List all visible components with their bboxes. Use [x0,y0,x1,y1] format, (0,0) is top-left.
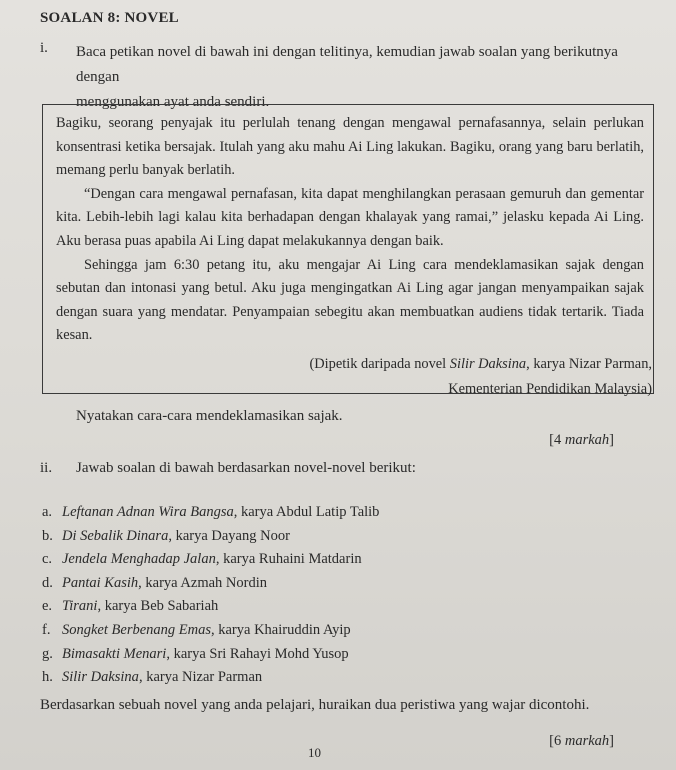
novel-item: e. Tirani, karya Beb Sabariah [42,598,219,615]
question-2-instruction: Jawab soalan di bawah berdasarkan novel-novel berikut: [76,460,416,476]
novel-title: Silir Daksina [62,669,139,686]
novel-title: Tirani [62,598,98,615]
novel-author: , karya Azmah Nordin [138,574,267,591]
passage-paragraph-1: Bagiku, seorang penyajak itu perlulah tenang dengan mengawal pernafasannya, selain perlukan konsentrasi ketika bersajak. Itulah yang aku mahu Ai Ling lakukan. Bagiku, orang yang baru berlatih, memang perlu banyak berlatih. [56,115,644,179]
novel-item: g. Bimasakti Menari, karya Sri Rahayi Mohd Yusop [42,645,349,662]
question-1-marks: [4 markah] [549,432,614,448]
novel-title: Jendela Menghadap Jalan [62,551,216,568]
novel-item: h. Silir Daksina, karya Nizar Parman [42,669,263,686]
novel-author: , karya Sri Rahayi Mohd Yusop [166,645,349,662]
novel-title: Di Sebalik Dinara [62,527,169,544]
question-1-instruction-line1: Baca petikan novel di bawah ini dengan telitinya, kemudian jawab soalan yang berikutnya dengan [76,44,618,85]
page-number: 10 [308,745,321,760]
passage-paragraph-3: Sehingga jam 6:30 petang itu, aku mengajar Ai Ling cara mendeklamasikan sajak dengan sebutan dan intonasi yang betul. Aku juga mengingatkan Ai Ling agar jangan menyampaikan sajak dengan suara yang mendatar. Penyampaian sebegitu akan membuatkan audiens tidak tertarik. Tiada kesan. [56,256,644,344]
source-prefix: (Dipetik daripada novel [309,356,450,372]
passage-paragraph-2: “Dengan cara mengawal pernafasan, kita dapat menghilangkan perasaan gemuruh dan gementar kita. Lebih-lebih lagi kalau kita berhadapan dengan khalayak yang ramai,” jelasku kepada Ai Ling. Aku berasa puas apabila Ai Ling dapat melakukannya dengan baik. [56,185,644,249]
novel-author: , karya Ruhaini Matdarin [215,551,362,568]
source-line-1 [310,352,653,377]
passage-source [310,352,653,402]
question-1-number: i. [40,40,48,56]
novel-author: , karya Abdul Latip Talib [233,504,380,520]
novel-title: Songket Berbenang Emas [62,621,211,638]
novel-item: d. Pantai Kasih, karya Azmah Nordin [42,574,267,591]
novel-item: b. Di Sebalik Dinara, karya Dayang Noor [42,527,290,544]
novel-title: Pantai Kasih [62,574,139,591]
novel-item: c. Jendela Menghadap Jalan, karya Ruhaini Matdarin [42,551,362,568]
novel-title: Leftanan Adnan Wira Bangsa [62,504,234,520]
novel-item: a. Leftanan Adnan Wira Bangsa, karya Abdul Latip Talib [42,504,380,520]
novel-title: Bimasakti Menari [62,645,167,662]
section-title: SOALAN 8: NOVEL [40,10,179,26]
novel-author: , karya Beb Sabariah [97,598,219,615]
source-line-2: Kementerian Pendidikan Malaysia) [448,381,652,397]
question-2-prompt: Berdasarkan sebuah novel yang anda pelajari, huraikan dua peristiwa yang wajar dicontohi. [40,697,590,713]
novel-passage [56,112,644,348]
novel-author: , karya Dayang Noor [168,527,290,544]
novel-author: , karya Nizar Parman [138,669,263,686]
question-1-prompt: Nyatakan cara-cara mendeklamasikan sajak. [76,408,343,424]
novel-list [42,501,379,690]
question-2-marks: [6 markah] [549,733,614,749]
source-novel-title: Silir Daksina [449,356,527,372]
novel-author: , karya Khairuddin Ayip [211,621,351,638]
novel-item: f. Songket Berbenang Emas, karya Khairuddin Ayip [42,621,351,638]
source-suffix: , karya Nizar Parman, [526,356,652,372]
question-1-instruction-line2: menggunakan ayat anda sendiri. [76,94,270,110]
question-2-number: ii. [40,460,53,476]
